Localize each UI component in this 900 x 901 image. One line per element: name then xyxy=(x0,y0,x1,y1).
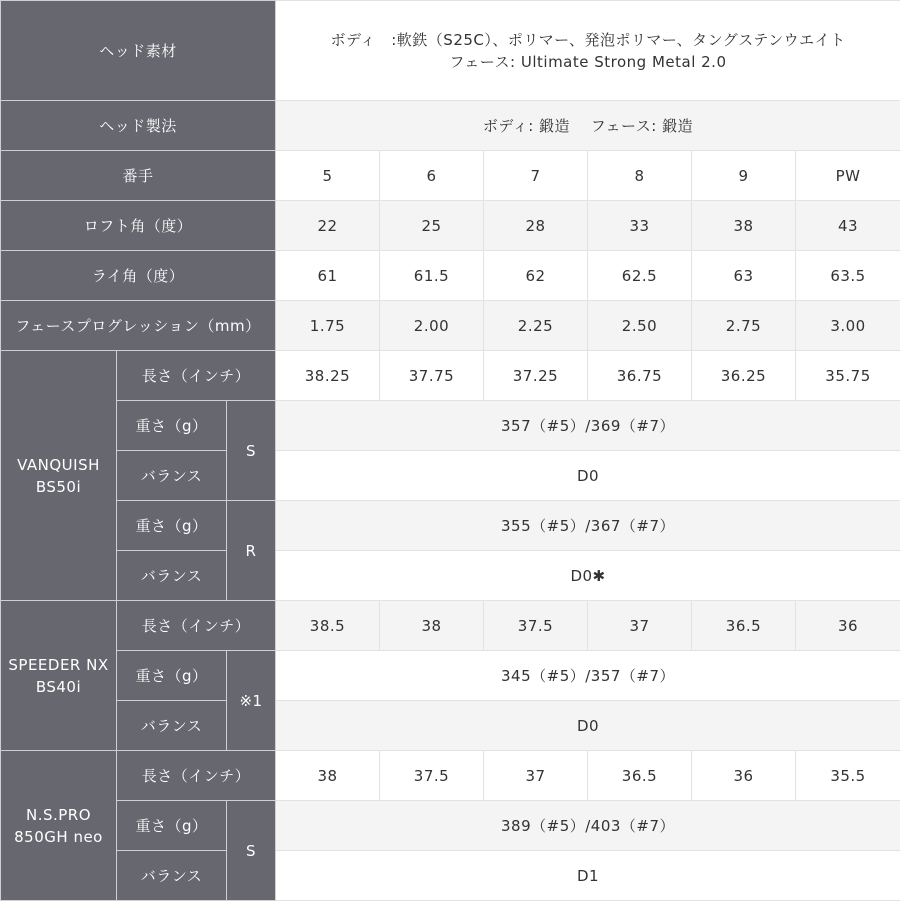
length-cell: 36.25 xyxy=(692,351,796,401)
lie-cell: 62.5 xyxy=(588,251,692,301)
loft-cell: 38 xyxy=(692,201,796,251)
row-face-progression xyxy=(1,301,900,351)
weight-value: 355（#5）/367（#7） xyxy=(276,501,900,551)
head-material-label: ヘッド素材 xyxy=(1,1,276,101)
length-cell: 37.5 xyxy=(484,601,588,651)
length-cell: 37 xyxy=(588,601,692,651)
balance-value: D1 xyxy=(276,851,900,901)
shaft-name-speeder: SPEEDER NX BS40i xyxy=(1,601,117,751)
flex-label: S xyxy=(227,801,276,901)
loft-cell: 43 xyxy=(796,201,900,251)
loft-label: ロフト角（度） xyxy=(1,201,276,251)
loft-cell: 25 xyxy=(380,201,484,251)
row-speeder-weight xyxy=(1,651,900,701)
row-vanquish-s-weight xyxy=(1,401,900,451)
weight-label: 重さ（g） xyxy=(117,401,227,451)
lie-label: ライ角（度） xyxy=(1,251,276,301)
row-nspro-length xyxy=(1,751,900,801)
row-speeder-length xyxy=(1,601,900,651)
loft-cell: 28 xyxy=(484,201,588,251)
balance-value: D0 xyxy=(276,451,900,501)
length-cell: 36.75 xyxy=(588,351,692,401)
number-cell: 7 xyxy=(484,151,588,201)
length-cell: 38 xyxy=(380,601,484,651)
length-cell: 36 xyxy=(692,751,796,801)
loft-cell: 22 xyxy=(276,201,380,251)
face-progression-cell: 2.50 xyxy=(588,301,692,351)
length-label: 長さ（インチ） xyxy=(117,601,276,651)
balance-label: バランス xyxy=(117,701,227,751)
length-cell: 37.5 xyxy=(380,751,484,801)
row-vanquish-r-balance xyxy=(1,551,900,601)
row-nspro-balance xyxy=(1,851,900,901)
shaft-name-vanquish: VANQUISH BS50i xyxy=(1,351,117,601)
head-method-value: ボディ: 鍛造 フェース: 鍛造 xyxy=(276,101,900,151)
weight-label: 重さ（g） xyxy=(117,801,227,851)
head-material-line1: ボディ :軟鉄（S25C）、ポリマー、発泡ポリマー、タングステンウエイト xyxy=(276,29,900,51)
balance-label: バランス xyxy=(117,851,227,901)
face-progression-cell: 2.00 xyxy=(380,301,484,351)
row-number xyxy=(1,151,900,201)
length-cell: 37.75 xyxy=(380,351,484,401)
number-cell: PW xyxy=(796,151,900,201)
number-cell: 6 xyxy=(380,151,484,201)
weight-value: 345（#5）/357（#7） xyxy=(276,651,900,701)
row-head-method xyxy=(1,101,900,151)
number-cell: 8 xyxy=(588,151,692,201)
lie-cell: 61.5 xyxy=(380,251,484,301)
lie-cell: 63.5 xyxy=(796,251,900,301)
row-vanquish-s-balance xyxy=(1,451,900,501)
balance-value: D0✱ xyxy=(276,551,900,601)
balance-label: バランス xyxy=(117,551,227,601)
flex-label: ※1 xyxy=(227,651,276,751)
row-head-material xyxy=(1,1,900,101)
balance-label: バランス xyxy=(117,451,227,501)
row-nspro-weight xyxy=(1,801,900,851)
face-progression-cell: 3.00 xyxy=(796,301,900,351)
face-progression-cell: 2.75 xyxy=(692,301,796,351)
length-cell: 35.75 xyxy=(796,351,900,401)
length-cell: 36 xyxy=(796,601,900,651)
head-material-line2: フェース: Ultimate Strong Metal 2.0 xyxy=(276,51,900,73)
row-vanquish-length xyxy=(1,351,900,401)
length-label: 長さ（インチ） xyxy=(117,351,276,401)
face-progression-cell: 1.75 xyxy=(276,301,380,351)
row-lie xyxy=(1,251,900,301)
length-cell: 37 xyxy=(484,751,588,801)
flex-label: S xyxy=(227,401,276,501)
face-progression-label: フェースプログレッション（mm） xyxy=(1,301,276,351)
length-cell: 36.5 xyxy=(588,751,692,801)
number-cell: 5 xyxy=(276,151,380,201)
length-cell: 35.5 xyxy=(796,751,900,801)
lie-cell: 61 xyxy=(276,251,380,301)
weight-value: 357（#5）/369（#7） xyxy=(276,401,900,451)
flex-label: R xyxy=(227,501,276,601)
length-label: 長さ（インチ） xyxy=(117,751,276,801)
length-cell: 37.25 xyxy=(484,351,588,401)
weight-value: 389（#5）/403（#7） xyxy=(276,801,900,851)
weight-label: 重さ（g） xyxy=(117,501,227,551)
face-progression-cell: 2.25 xyxy=(484,301,588,351)
row-speeder-balance xyxy=(1,701,900,751)
length-cell: 38 xyxy=(276,751,380,801)
loft-cell: 33 xyxy=(588,201,692,251)
weight-label: 重さ（g） xyxy=(117,651,227,701)
length-cell: 38.5 xyxy=(276,601,380,651)
lie-cell: 63 xyxy=(692,251,796,301)
length-cell: 36.5 xyxy=(692,601,796,651)
shaft-name-nspro: N.S.PRO 850GH neo xyxy=(1,751,117,901)
row-loft xyxy=(1,201,900,251)
balance-value: D0 xyxy=(276,701,900,751)
number-cell: 9 xyxy=(692,151,796,201)
row-vanquish-r-weight xyxy=(1,501,900,551)
number-label: 番手 xyxy=(1,151,276,201)
lie-cell: 62 xyxy=(484,251,588,301)
length-cell: 38.25 xyxy=(276,351,380,401)
head-material-value xyxy=(276,1,900,101)
head-method-label: ヘッド製法 xyxy=(1,101,276,151)
